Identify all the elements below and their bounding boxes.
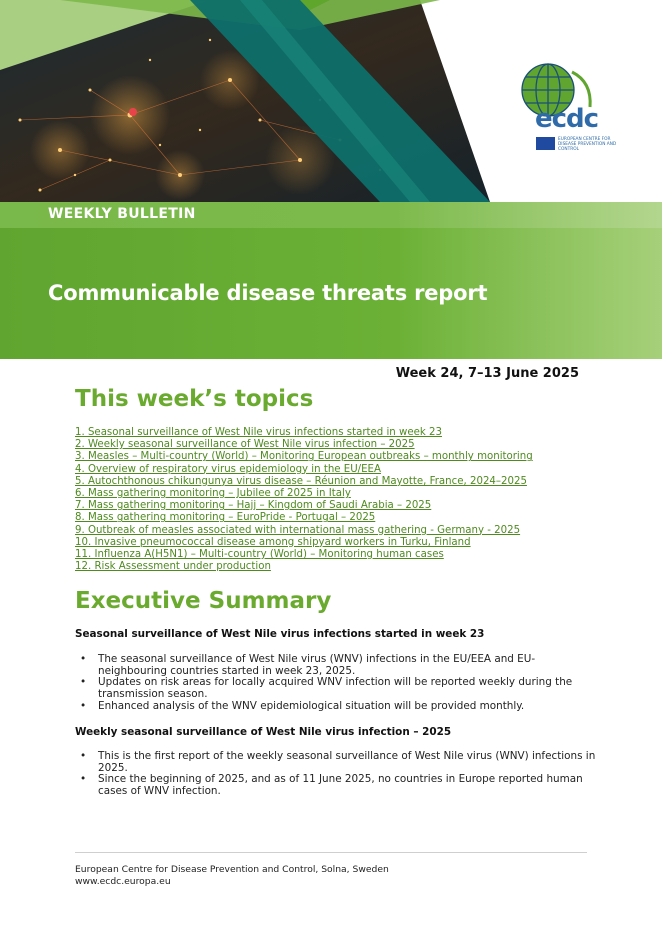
section-title: Weekly seasonal surveillance of West Nile virus infection – 2025 — [75, 726, 452, 738]
topic-link[interactable]: 1. Seasonal surveillance of West Nile virus infections started in week 23 — [75, 427, 442, 438]
topic-link[interactable]: 2. Weekly seasonal surveillance of West Nile virus infection – 2025 — [75, 439, 415, 451]
list-item — [75, 451, 533, 463]
list-item — [75, 464, 533, 476]
section-bullets — [80, 654, 600, 713]
list-item: • The seasonal surveillance of West Nile virus (WNV) infections in the EU/EEA and EU-neighbouring countries started in week 23, 2025. — [80, 654, 600, 677]
list-item — [75, 427, 533, 439]
list-item — [75, 439, 533, 451]
list-item: • Updates on risk areas for locally acquired WNV infection will be reported weekly during the transmission season. — [80, 677, 600, 700]
footer — [75, 864, 389, 888]
summary-heading: Executive Summary — [75, 588, 332, 614]
list-item — [75, 549, 533, 561]
list-item — [75, 512, 533, 524]
logo-subtitle: EUROPEAN CENTRE FOR DISEASE PREVENTION AND CONTROL — [558, 137, 617, 152]
topic-link[interactable]: 5. Autochthonous chikungunya virus disease – Réunion and Mayotte, France, 2024–2025 — [75, 475, 527, 487]
topic-link[interactable]: 9. Outbreak of measles associated with international mass gathering - Germany - 2025 — [75, 524, 521, 536]
topics-list — [75, 427, 533, 573]
list-item — [75, 476, 533, 488]
footer-url[interactable]: www.ecdc.europa.eu — [75, 876, 171, 887]
footer-org: European Centre for Disease Prevention and Control, Solna, Sweden — [75, 864, 389, 875]
bulletin-label: WEEKLY BULLETIN — [48, 206, 196, 222]
topic-link[interactable]: 7. Mass gathering monitoring – Hajj – Kingdom of Saudi Arabia – 2025 — [75, 500, 432, 512]
list-item — [75, 500, 533, 512]
list-item — [75, 525, 533, 537]
list-item — [75, 561, 533, 573]
section-bullets — [80, 751, 600, 798]
section-title: Seasonal surveillance of West Nile virus infections started in week 23 — [75, 628, 485, 640]
list-item — [75, 488, 533, 500]
topics-heading: This week’s topics — [75, 386, 314, 412]
list-item: • Since the beginning of 2025, and as of 11 June 2025, no countries in Europe reported human cases of WNV infection. — [80, 774, 600, 797]
ecdc-wordmark: ecdc — [535, 104, 599, 134]
topic-link[interactable]: 10. Invasive pneumococcal disease among shipyard workers in Turku, Finland — [75, 536, 471, 548]
topic-link[interactable]: 8. Mass gathering monitoring – EuroPride - Portugal – 2025 — [75, 512, 376, 524]
footer-divider — [75, 852, 587, 853]
topic-link[interactable]: 12. Risk Assessment under production — [75, 561, 271, 573]
list-item: • This is the first report of the weekly seasonal surveillance of West Nile virus (WNV) infections in 2025. — [80, 751, 600, 774]
topic-link[interactable]: 3. Measles – Multi-country (World) – Monitoring European outbreaks – monthly monitoring — [75, 451, 533, 463]
list-item: • Enhanced analysis of the WNV epidemiological situation will be provided monthly. — [80, 701, 600, 713]
week-label: Week 24, 7–13 June 2025 — [395, 366, 579, 381]
report-title: Communicable disease threats report — [48, 281, 488, 305]
topic-link[interactable]: 6. Mass gathering monitoring – Jubilee of 2025 in Italy — [75, 488, 351, 500]
topic-link[interactable]: 11. Influenza A(H5N1) – Multi-country (World) – Monitoring human cases — [75, 549, 444, 561]
list-item — [75, 537, 533, 549]
eu-flag-icon — [536, 137, 555, 150]
topic-link[interactable]: 4. Overview of respiratory virus epidemiology in the EU/EEA — [75, 463, 381, 475]
